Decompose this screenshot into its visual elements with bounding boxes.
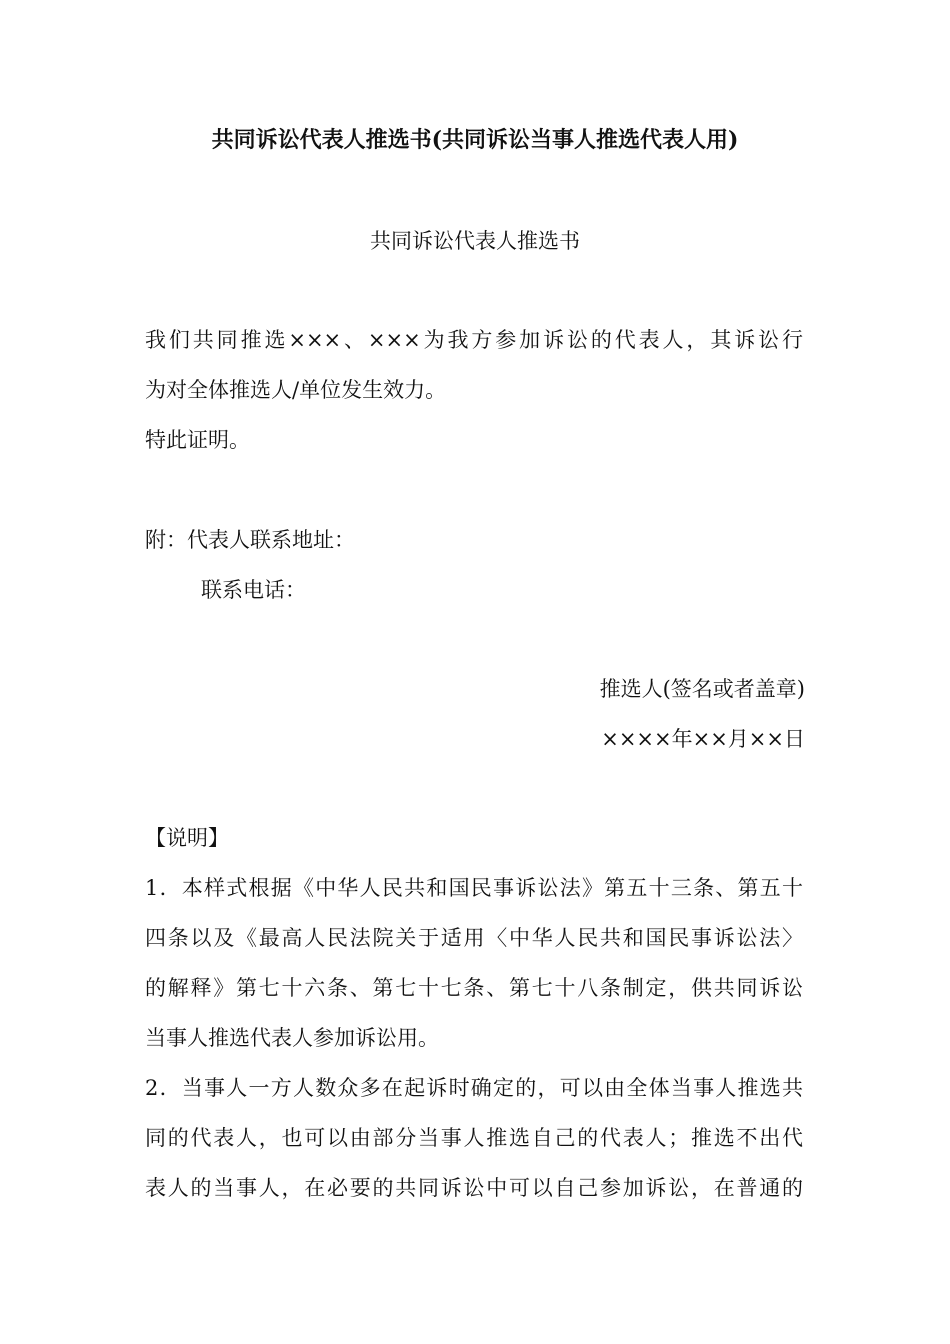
attachment-address-label: 附：代表人联系地址： bbox=[145, 528, 355, 552]
notes-line: 当事人推选代表人参加诉讼用。 bbox=[145, 1026, 439, 1050]
body-line-2: 为对全体推选人/单位发生效力。 bbox=[145, 378, 447, 402]
notes-line: 2．当事人一方人数众多在起诉时确定的，可以由全体当事人推选共 bbox=[145, 1076, 803, 1100]
notes-heading: 【说明】 bbox=[145, 826, 229, 850]
attachment-phone-label: 联系电话： bbox=[201, 578, 306, 602]
signature-date: ××××年××月××日 bbox=[601, 727, 805, 751]
notes-line: 四条以及《最高人民法院关于适用〈中华人民共和国民事诉讼法〉 bbox=[145, 926, 803, 950]
notes-line: 同的代表人，也可以由部分当事人推选自己的代表人；推选不出代 bbox=[145, 1126, 803, 1150]
body-line-3: 特此证明。 bbox=[145, 428, 250, 452]
document-title: 共同诉讼代表人推选书(共同诉讼当事人推选代表人用) bbox=[211, 127, 739, 153]
notes-line: 表人的当事人，在必要的共同诉讼中可以自己参加诉讼，在普通的 bbox=[145, 1176, 803, 1200]
document-subtitle: 共同诉讼代表人推选书 bbox=[370, 229, 580, 253]
signature-signer: 推选人(签名或者盖章) bbox=[599, 677, 805, 701]
body-line-1: 我们共同推选×××、×××为我方参加诉讼的代表人，其诉讼行 bbox=[145, 328, 803, 352]
notes-line: 1．本样式根据《中华人民共和国民事诉讼法》第五十三条、第五十 bbox=[145, 876, 803, 900]
notes-line: 的解释》第七十六条、第七十七条、第七十八条制定，供共同诉讼 bbox=[145, 976, 803, 1000]
